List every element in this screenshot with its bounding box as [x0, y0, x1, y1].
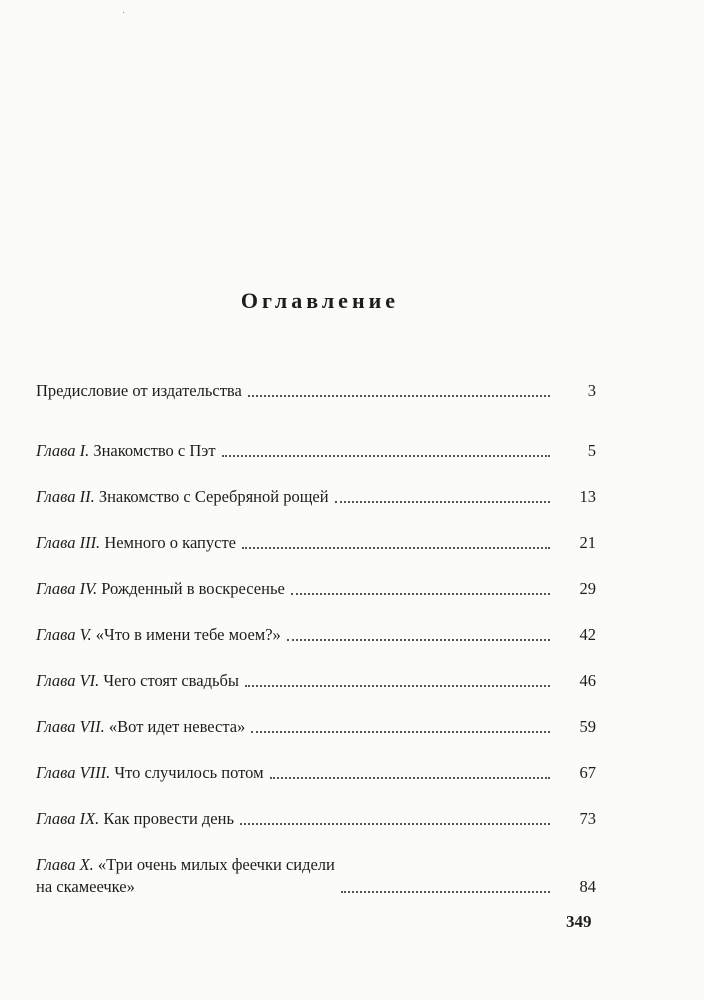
leader-dots: [248, 395, 550, 397]
toc-title: Оглавление: [240, 288, 400, 313]
toc-entry[interactable]: Глава V. «Что в имени тебе моем?» 42: [36, 625, 596, 644]
show-through-line: [40, 80, 680, 94]
toc-page-number: 59: [579, 717, 596, 736]
toc-entry[interactable]: Глава II. Знакомство с Серебряной рощей 13: [36, 487, 596, 506]
toc-entry[interactable]: Глава X. «Три очень милых феечки сидели на скамеечке» 84: [36, 855, 596, 896]
toc-entry[interactable]: Глава VI. Чего стоят свадьбы 46: [36, 671, 596, 690]
toc-page-number: 84: [579, 877, 596, 896]
toc-page-number: 29: [579, 579, 596, 598]
leader-dots: [335, 501, 550, 503]
leader-dots: [341, 891, 550, 893]
leader-dots: [251, 731, 550, 733]
toc-entry[interactable]: Глава VII. «Вот идет невеста» 59: [36, 717, 596, 736]
page-number: 349: [566, 912, 592, 931]
show-through-line: [40, 36, 680, 50]
toc-entry[interactable]: Глава I. Знакомство с Пэт 5: [36, 441, 596, 460]
print-speck: ·: [122, 8, 126, 19]
toc-page-number: 21: [579, 533, 596, 552]
leader-dots: [242, 547, 550, 549]
show-through-line: [40, 168, 680, 182]
leader-dots: [240, 823, 550, 825]
leader-dots: [222, 455, 550, 457]
toc-page-number: 13: [579, 487, 596, 506]
toc-page-number: 42: [579, 625, 596, 644]
toc-entry[interactable]: Глава VIII. Что случилось потом 67: [36, 763, 596, 782]
leader-dots: [245, 685, 550, 687]
leader-dots: [270, 777, 550, 779]
toc-page-number: 67: [579, 763, 596, 782]
toc-page-number: 3: [587, 381, 596, 400]
show-through-line: [40, 124, 680, 138]
leader-dots: [291, 593, 550, 595]
toc-page-number: 5: [587, 441, 596, 460]
toc-entry[interactable]: Глава IX. Как провести день 73: [36, 809, 596, 828]
toc-entry[interactable]: Глава III. Немного о капусте 21: [36, 533, 596, 552]
leader-dots: [287, 639, 550, 641]
toc-entry[interactable]: Глава IV. Рожденный в воскресенье 29: [36, 579, 596, 598]
toc-page-number: 46: [579, 671, 596, 690]
toc-page-number: 73: [579, 809, 596, 828]
toc-entry[interactable]: Предисловие от издательства 3: [36, 381, 596, 400]
